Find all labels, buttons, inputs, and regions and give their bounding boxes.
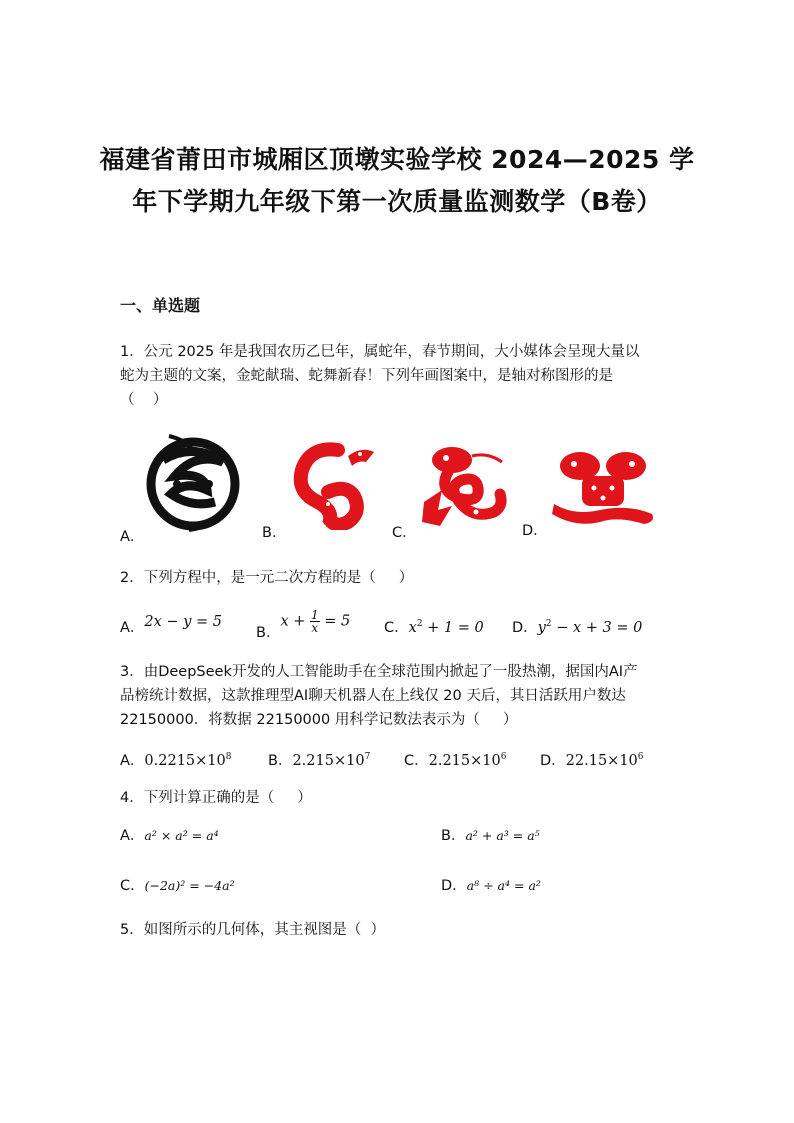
question-1-option-c: C． xyxy=(392,525,417,541)
question-4-option-c xyxy=(120,874,235,895)
option-exponent: 6 xyxy=(637,752,644,763)
option-exponent: 7 xyxy=(364,752,371,763)
option-expression: a⁸ ÷ a⁴ = a² xyxy=(466,878,541,893)
question-1-line-2: 蛇为主题的文案，金蛇献瑞、蛇舞新春！下列年画图案中，是轴对称图形的是 xyxy=(120,368,613,384)
question-1-line-1: 1．公元 2025 年是我国农历乙巳年，属蛇年，春节期间，大小媒体会呈现大量以 xyxy=(120,344,640,360)
question-1-option-d: D． xyxy=(522,523,548,539)
option-mantissa: 22.15×10 xyxy=(565,753,638,769)
option-expression-suffix: − x + 3 = 0 xyxy=(551,620,643,636)
option-label: A． xyxy=(120,620,145,636)
question-3-option-c xyxy=(404,749,506,770)
red-coiled-snake-icon xyxy=(288,440,378,530)
question-3-option-b xyxy=(268,749,370,770)
question-2-option-b xyxy=(256,608,351,641)
fraction-denominator: x xyxy=(311,621,319,635)
question-2-option-d xyxy=(512,616,642,637)
question-3-option-a xyxy=(120,749,232,770)
question-4-option-a xyxy=(120,824,219,845)
question-3-option-d xyxy=(540,749,644,770)
question-5-stem: 5．如图所示的几何体，其主视图是（ ） xyxy=(120,922,385,938)
option-label: C． xyxy=(404,753,429,769)
question-3-line-2: 品榜统计数据，这款推理型AI聊天机器人在上线仅 20 天后，其日活跃用户数达 xyxy=(120,688,626,704)
question-1-line-3: （ ） xyxy=(120,392,168,408)
page-title-line-1: 福建省莆田市城厢区顶墩实验学校 2024—2025 学 xyxy=(99,145,695,174)
question-4-option-b xyxy=(441,824,540,845)
option-base: y xyxy=(537,620,546,636)
option-label: A． xyxy=(120,828,145,844)
option-expression: (−2a)² = −4a² xyxy=(144,878,235,893)
question-1-option-b: B． xyxy=(262,525,287,541)
option-expression: 2x − y = 5 xyxy=(144,614,222,630)
red-twin-snakes-icon xyxy=(548,446,660,528)
fraction-numerator: 1 xyxy=(311,608,319,622)
question-4-option-d xyxy=(441,874,541,895)
page-title-line-2: 年下学期九年级下第一次质量监测数学（B卷） xyxy=(132,187,662,216)
option-base: x xyxy=(408,620,417,636)
option-label: D． xyxy=(441,878,467,894)
option-exponent: 6 xyxy=(500,752,507,763)
fraction xyxy=(310,609,320,634)
question-4-stem: 4．下列计算正确的是（ ） xyxy=(120,790,312,806)
option-label: A． xyxy=(120,753,145,769)
option-mantissa: 2.215×10 xyxy=(428,753,501,769)
option-label: C． xyxy=(120,878,145,894)
option-expression: a² × a² = a⁴ xyxy=(144,828,219,843)
option-mantissa: 2.215×10 xyxy=(292,753,365,769)
option-label: C． xyxy=(384,620,409,636)
red-papercut-snake-icon xyxy=(418,440,510,530)
option-label: B． xyxy=(268,753,293,769)
option-exponent: 2 xyxy=(416,619,423,630)
question-3-line-3: 22150000．将数据 22150000 用科学记数法表示为（ ） xyxy=(120,712,518,728)
option-label: D． xyxy=(512,620,538,636)
option-expression: a² + a³ = a⁵ xyxy=(465,828,540,843)
question-2-option-c xyxy=(384,616,484,637)
option-expression-prefix: x + xyxy=(280,613,310,630)
option-exponent: 2 xyxy=(545,619,552,630)
option-label: B． xyxy=(441,828,466,844)
black-swirl-snake-icon xyxy=(145,432,243,532)
option-exponent: 8 xyxy=(225,752,232,763)
option-mantissa: 0.2215×10 xyxy=(144,753,226,769)
option-expression-suffix: = 5 xyxy=(319,613,351,630)
option-label: D． xyxy=(540,753,566,769)
option-label: B． xyxy=(256,624,281,641)
section-heading: 一、单选题 xyxy=(120,296,201,315)
option-expression-suffix: + 1 = 0 xyxy=(422,620,484,636)
question-2-option-a xyxy=(120,616,222,637)
question-2-stem: 2．下列方程中，是一元二次方程的是（ ） xyxy=(120,570,414,586)
question-1-option-a: A． xyxy=(120,529,145,545)
question-3-line-1: 3．由DeepSeek开发的人工智能助手在全球范围内掀起了一股热潮，据国内AI产 xyxy=(120,664,638,680)
